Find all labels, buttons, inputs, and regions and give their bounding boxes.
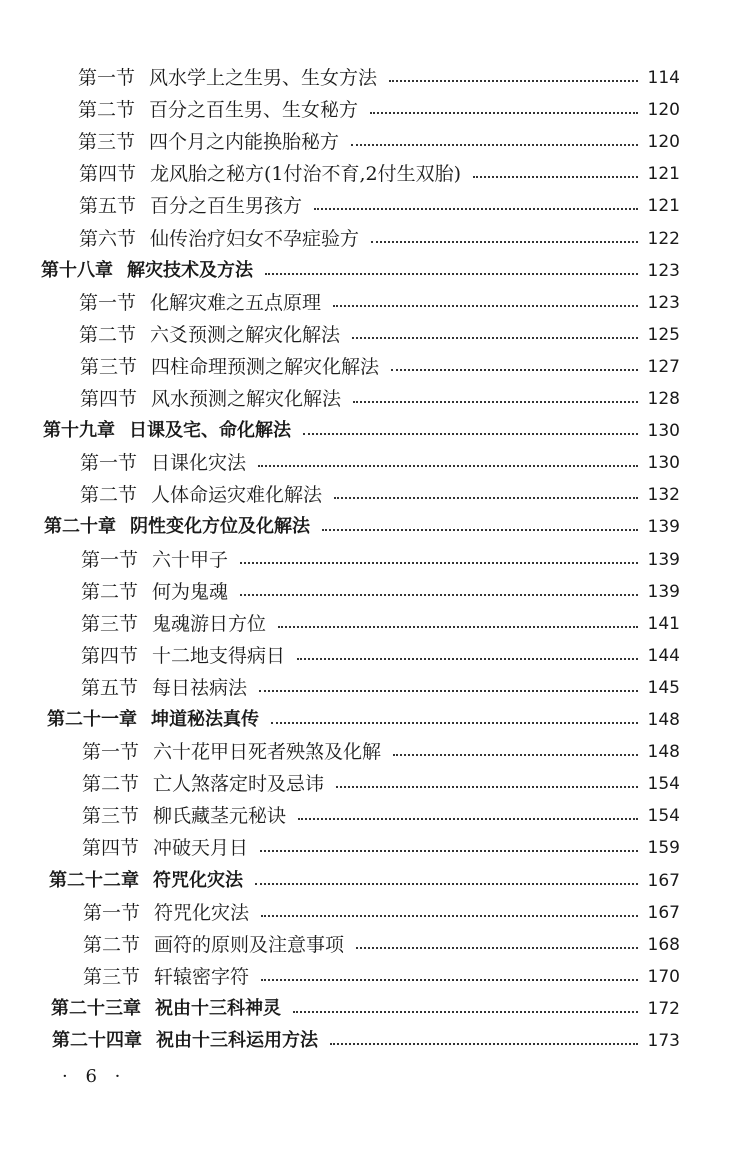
toc-entry-title: 亡人煞落定时及忌讳 (153, 773, 325, 795)
toc-section-row (79, 191, 680, 221)
toc-section-row (80, 480, 680, 510)
toc-entry-title: 六爻预测之解灾化解法 (150, 324, 341, 346)
toc-entry-title: 风水学上之生男、生女方法 (149, 67, 378, 89)
toc-entry-page: 122 (647, 229, 680, 249)
toc-entry-title: 轩辕密字符 (154, 966, 250, 988)
toc-entry-page: 120 (647, 132, 680, 152)
dot-leader (255, 881, 638, 885)
toc-section-row (83, 930, 680, 960)
toc-entry-label: 第二节 (79, 324, 137, 346)
toc-entry-page: 167 (647, 871, 680, 891)
toc-entry-label: 第十九章 (43, 420, 115, 441)
toc-entry-label: 第二节 (82, 773, 140, 795)
toc-entry-title: 百分之百生男孩方 (150, 195, 303, 217)
toc-entry-label: 第二十三章 (51, 998, 141, 1019)
toc-section-row (82, 833, 680, 863)
toc-entry-label: 第二节 (81, 581, 139, 603)
toc-entry-label: 第一节 (79, 292, 137, 314)
toc-entry-title: 祝由十三科神灵 (155, 998, 281, 1019)
toc-section-row (83, 898, 680, 928)
toc-entry-label: 第一节 (78, 67, 136, 89)
toc-chapter-row (47, 705, 680, 735)
dot-leader (391, 367, 638, 371)
toc-entry-title: 日课及宅、命化解法 (129, 420, 291, 441)
dot-leader (298, 816, 638, 820)
toc-entry-label: 第三节 (82, 805, 140, 827)
dot-leader (265, 271, 638, 275)
toc-entry-label: 第三节 (80, 356, 138, 378)
toc-entry-page: 148 (647, 710, 680, 730)
toc-entry-page: 141 (647, 614, 680, 634)
toc-entry-page: 139 (647, 582, 680, 602)
toc-entry-page: 159 (647, 838, 680, 858)
dot-leader (352, 335, 638, 339)
toc-entry-page: 125 (647, 325, 680, 345)
toc-entry-title: 龙风胎之秘方(1付治不育,2付生双胎) (150, 163, 462, 185)
dot-leader (240, 592, 638, 596)
toc-section-row (81, 609, 680, 639)
dot-leader (240, 560, 638, 564)
toc-entry-page: 128 (647, 389, 680, 409)
toc-entry-title: 六十甲子 (152, 549, 229, 571)
toc-entry-page: 130 (647, 453, 680, 473)
toc-entry-label: 第三节 (83, 966, 141, 988)
toc-entry-label: 第二十章 (44, 516, 116, 537)
toc-entry-title: 化解灾难之五点原理 (150, 292, 322, 314)
toc-entry-page: 170 (647, 967, 680, 987)
toc-entry-page: 172 (647, 999, 680, 1019)
dot-leader (297, 656, 638, 660)
toc-section-row (79, 159, 680, 189)
toc-entry-label: 第二十四章 (52, 1030, 142, 1051)
toc-entry-title: 解灾技术及方法 (127, 260, 253, 281)
toc-section-row (80, 352, 680, 382)
toc-section-row (82, 801, 680, 831)
dot-leader (393, 752, 638, 756)
dot-leader (356, 945, 638, 949)
dot-leader (260, 848, 638, 852)
toc-chapter-row (43, 416, 680, 446)
toc-entry-title: 祝由十三科运用方法 (156, 1030, 318, 1051)
toc-section-row (78, 127, 680, 157)
dot-leader (261, 977, 638, 981)
toc-entry-label: 第一节 (81, 549, 139, 571)
toc-section-row (81, 673, 680, 703)
toc-section-row (79, 288, 680, 318)
dot-leader (322, 527, 638, 531)
toc-entry-page: 139 (647, 517, 680, 537)
toc-entry-label: 第四节 (81, 645, 139, 667)
toc-entry-title: 风水预测之解灾化解法 (151, 388, 342, 410)
toc-section-row (81, 545, 680, 575)
toc-section-row (82, 737, 680, 767)
toc-entry-page: 154 (647, 806, 680, 826)
dot-leader (334, 495, 638, 499)
toc-entry-title: 阴性变化方位及化解法 (130, 516, 310, 537)
toc-entry-label: 第一节 (82, 741, 140, 763)
dot-leader (258, 463, 638, 467)
toc-section-row (78, 63, 680, 93)
toc-entry-page: 139 (647, 550, 680, 570)
toc-section-row (81, 641, 680, 671)
dot-leader (271, 720, 638, 724)
toc-entry-label: 第二十一章 (47, 709, 137, 730)
toc-entry-title: 四柱命理预测之解灾化解法 (151, 356, 380, 378)
toc-entry-page: 145 (647, 678, 680, 698)
toc-entry-label: 第五节 (79, 195, 137, 217)
toc-section-row (80, 384, 680, 414)
toc-entry-title: 符咒化灾法 (154, 902, 250, 924)
toc-entry-label: 第三节 (78, 131, 136, 153)
toc-entry-page: 132 (647, 485, 680, 505)
toc-entry-label: 第二十二章 (49, 870, 139, 891)
toc-entry-title: 六十花甲日死者殃煞及化解 (153, 741, 382, 763)
toc-entry-page: 130 (647, 421, 680, 441)
toc-entry-page: 168 (647, 935, 680, 955)
toc-section-row (81, 577, 680, 607)
toc-entry-title: 每日祛病法 (152, 677, 248, 699)
toc-section-row (79, 320, 680, 350)
toc-entry-title: 何为鬼魂 (152, 581, 229, 603)
toc-entry-title: 冲破天月日 (153, 837, 249, 859)
toc-entry-page: 123 (647, 261, 680, 281)
toc-entry-title: 百分之百生男、生女秘方 (149, 99, 359, 121)
dot-leader (278, 624, 638, 628)
toc-entry-title: 画符的原则及注意事项 (154, 934, 345, 956)
toc-entry-label: 第五节 (81, 677, 139, 699)
toc-entry-page: 114 (647, 68, 680, 88)
toc-entry-title: 十二地支得病日 (152, 645, 286, 667)
toc-entry-title: 人体命运灾难化解法 (151, 484, 323, 506)
page-number: · 6 · (62, 1066, 127, 1087)
toc-entry-label: 第二节 (78, 99, 136, 121)
toc-entry-page: 123 (647, 293, 680, 313)
toc-entry-page: 144 (647, 646, 680, 666)
toc-section-row (78, 95, 680, 125)
toc-chapter-row (52, 1026, 680, 1056)
toc-entry-title: 符咒化灾法 (153, 870, 243, 891)
toc-entry-label: 第四节 (80, 388, 138, 410)
toc-entry-label: 第一节 (83, 902, 141, 924)
toc-chapter-row (41, 256, 680, 286)
dot-leader (314, 206, 638, 210)
dot-leader (351, 142, 638, 146)
dot-leader (261, 913, 638, 917)
toc-entry-page: 167 (647, 903, 680, 923)
toc-chapter-row (51, 994, 680, 1024)
toc-entry-page: 148 (647, 742, 680, 762)
dot-leader (353, 399, 638, 403)
toc-entry-label: 第十八章 (41, 260, 113, 281)
toc-section-row (82, 769, 680, 799)
dot-leader (293, 1009, 638, 1013)
dot-leader (259, 688, 638, 692)
toc-entry-page: 154 (647, 774, 680, 794)
toc-entry-label: 第六节 (79, 228, 137, 250)
toc-section-row (79, 224, 680, 254)
toc-chapter-row (44, 512, 680, 542)
dot-leader (330, 1041, 638, 1045)
toc-entry-page: 173 (647, 1031, 680, 1051)
toc-entry-page: 121 (647, 164, 680, 184)
toc-entry-page: 121 (647, 196, 680, 216)
toc-entry-title: 柳氏藏茎元秘诀 (153, 805, 287, 827)
toc-section-row (80, 448, 680, 478)
dot-leader (371, 239, 638, 243)
toc-entry-label: 第二节 (80, 484, 138, 506)
toc-entry-label: 第四节 (79, 163, 137, 185)
dot-leader (389, 78, 638, 82)
toc-entry-label: 第一节 (80, 452, 138, 474)
toc-entry-title: 坤道秘法真传 (151, 709, 259, 730)
dot-leader (303, 431, 638, 435)
toc-entry-page: 127 (647, 357, 680, 377)
dot-leader (336, 784, 638, 788)
dot-leader (370, 110, 638, 114)
toc-entry-label: 第二节 (83, 934, 141, 956)
toc-entry-label: 第三节 (81, 613, 139, 635)
dot-leader (473, 174, 637, 178)
toc-section-row (83, 962, 680, 992)
toc-entry-title: 日课化灾法 (151, 452, 247, 474)
toc-entry-title: 四个月之内能换胎秘方 (149, 131, 340, 153)
dot-leader (333, 303, 638, 307)
toc-chapter-row (49, 866, 680, 896)
toc-entry-label: 第四节 (82, 837, 140, 859)
toc-entry-title: 鬼魂游日方位 (152, 613, 267, 635)
toc-entry-page: 120 (647, 100, 680, 120)
toc-entry-title: 仙传治疗妇女不孕症验方 (150, 228, 360, 250)
